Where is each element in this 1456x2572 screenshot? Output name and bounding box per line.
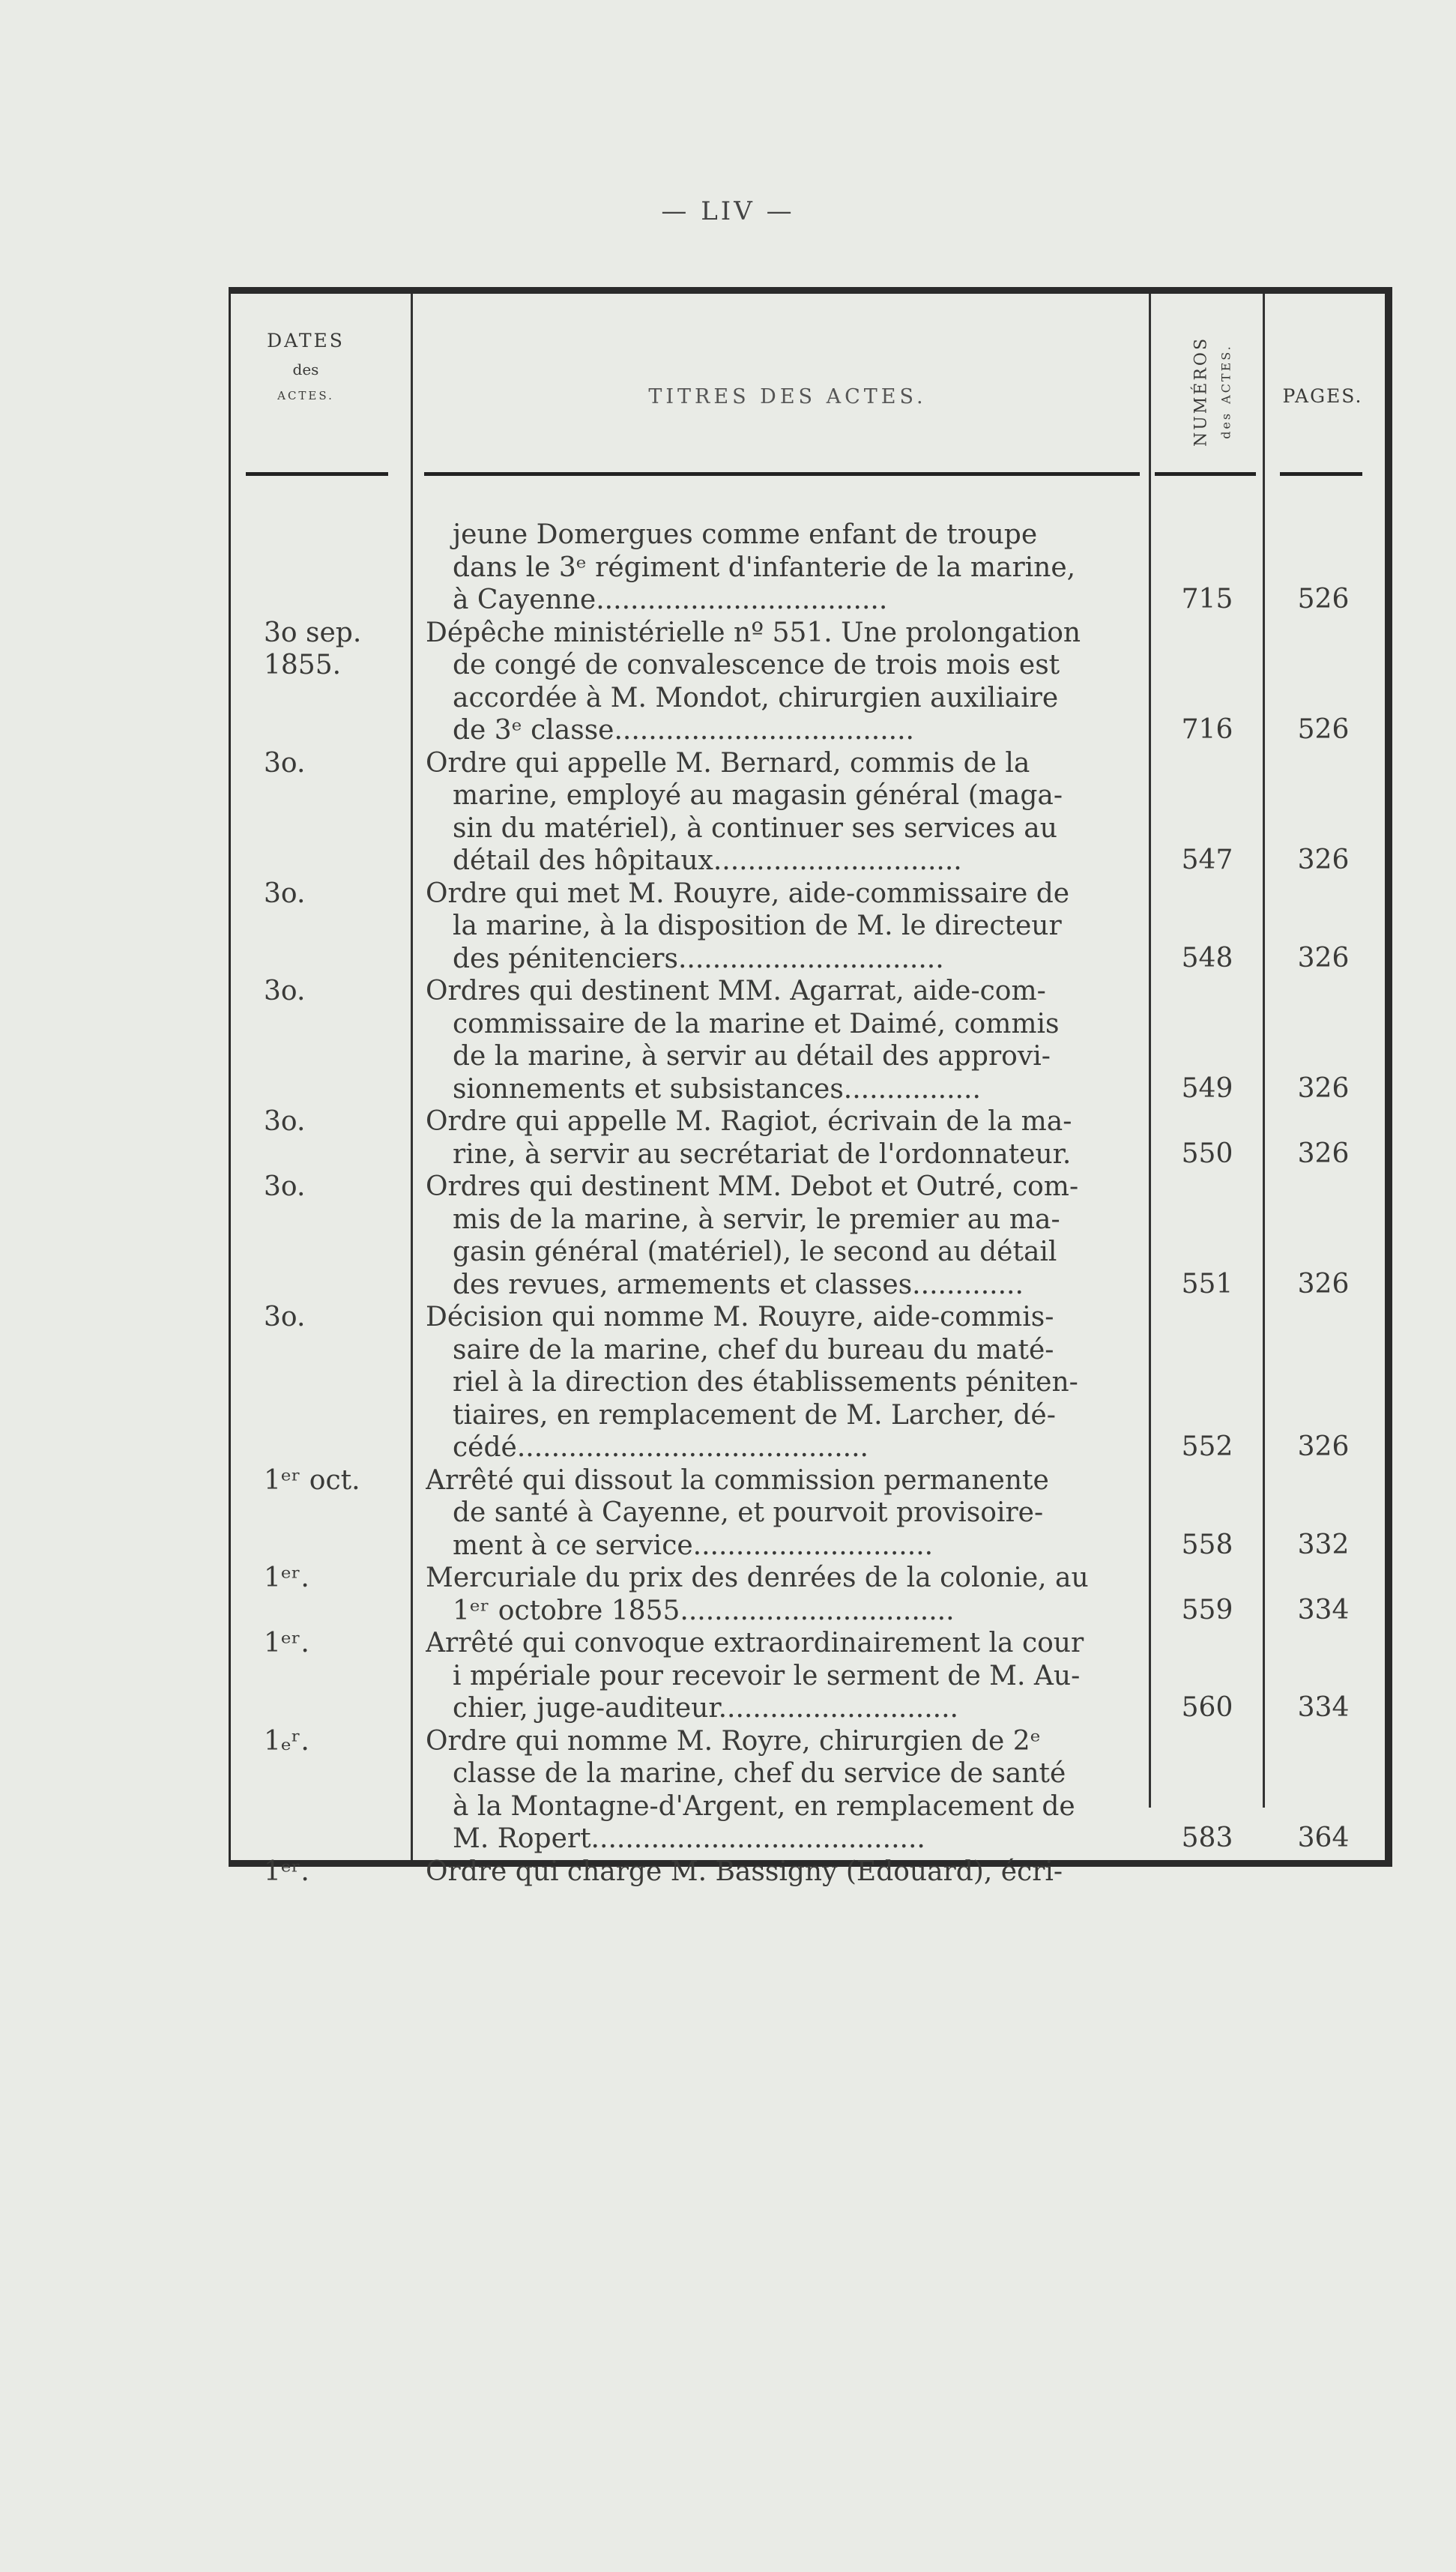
entry-title	[426, 1301, 1144, 1464]
entry-numero: 549	[1181, 1072, 1233, 1104]
entry-title-line: i mpériale pour recevoir le serment de M. Au-	[453, 1660, 1081, 1691]
entry-title-line: Dépêche ministérielle nº 551. Une prolongation	[426, 617, 1081, 648]
entry-date: 3o.	[264, 1171, 306, 1202]
entry-title-line: chier, juge-auditeur............................	[453, 1693, 958, 1724]
entry-title-line: 1ᵉʳ octobre 1855................................	[453, 1595, 955, 1626]
entry-title-line: la marine, à la disposition de M. le directeur	[453, 911, 1062, 941]
header-rule	[1280, 472, 1362, 476]
entry-page: 364	[1297, 1823, 1350, 1853]
entry-title	[426, 1171, 1144, 1301]
entry-numero: 560	[1181, 1692, 1233, 1723]
entry-title-line: classe de la marine, chef du service de santé	[453, 1758, 1066, 1789]
entry-title-line: commissaire de la marine et Daimé, commis	[453, 1008, 1060, 1039]
entry-title-line: Arrêté qui dissout la commission permanente	[426, 1464, 1049, 1496]
entry-numero: 558	[1181, 1529, 1233, 1560]
entry-title-line: Décision qui nomme M. Rouyre, aide-commis-	[426, 1302, 1054, 1332]
entry-page: 326	[1297, 1138, 1350, 1169]
entry-title-line: de 3ᵉ classe...................................	[453, 715, 914, 746]
entry-title-line: M. Ropert.......................................	[453, 1823, 925, 1854]
entry-title	[426, 1627, 1144, 1725]
entry-date: 1ᵉʳ.	[264, 1856, 309, 1887]
entry-numero: 559	[1181, 1594, 1233, 1625]
header-rule	[1155, 472, 1256, 476]
entry-numero: 715	[1181, 584, 1233, 615]
entry-title	[426, 1105, 1144, 1171]
entry-title-line: marine, employé au magasin général (maga-	[453, 780, 1063, 811]
entry-title-line: Ordre qui appelle M. Ragiot, écrivain de la ma-	[426, 1106, 1072, 1137]
entry-numero: 583	[1181, 1823, 1233, 1853]
entry-title-line: Arrêté qui convoque extraordinairement la cour	[426, 1628, 1084, 1658]
column-header-pages: PAGES.	[1282, 385, 1363, 407]
entry-title-line: de la marine, à servir au détail des approvi-	[453, 1041, 1051, 1072]
column-header-dates: DATES des ACTES.	[267, 330, 345, 402]
entry-date: 1ᵉʳ oct.	[264, 1464, 360, 1496]
entry-numero: 551	[1181, 1268, 1233, 1299]
entry-title-line: Ordre qui nomme M. Royre, chirurgien de 2ᵉ	[426, 1725, 1041, 1757]
header-rule	[246, 472, 388, 476]
entry-title-line: de congé de convalescence de trois mois est	[453, 650, 1060, 680]
entry-date: 3o.	[264, 747, 306, 779]
entry-title-line: Mercuriale du prix des denrées de la colonie, au	[426, 1563, 1089, 1593]
entry-title-line: à la Montagne-d'Argent, en remplacement de	[453, 1790, 1075, 1822]
entry-title	[426, 878, 1144, 976]
column-rule	[1263, 294, 1265, 1808]
header-rule	[424, 472, 1140, 476]
entry-title-line: tiaires, en remplacement de M. Larcher, dé-	[453, 1399, 1056, 1431]
entry-title	[426, 747, 1144, 878]
entry-page: 326	[1297, 1072, 1350, 1104]
entry-title-line: accordée à M. Mondot, chirurgien auxiliaire	[453, 682, 1059, 713]
entry-date: 3o.	[264, 1106, 306, 1137]
entry-title-line: ment à ce service............................	[453, 1530, 934, 1561]
column-header-numeros: NUMÉROS des ACTES.	[1191, 336, 1233, 447]
entry-page: 332	[1297, 1529, 1350, 1560]
entry-title-line: des pénitenciers...............................	[453, 943, 944, 974]
entry-title-line: détail des hôpitaux.............................	[453, 845, 962, 876]
entry-page: 326	[1297, 1268, 1350, 1299]
entry-page: 326	[1297, 845, 1350, 875]
entry-title-line: cédé.........................................	[453, 1432, 869, 1463]
entry-title-line: riel à la direction des établissements péniten-	[453, 1367, 1078, 1398]
entry-date: 3o.	[264, 976, 306, 1006]
entry-page: 326	[1297, 1431, 1350, 1462]
index-table	[229, 287, 1392, 1887]
entry-title-line: dans le 3ᵉ régiment d'infanterie de la marine,	[453, 552, 1076, 583]
entry-title	[426, 1856, 1144, 1889]
column-header-titres: TITRES DES ACTES.	[648, 385, 927, 408]
entry-title-line: des revues, armements et classes.............	[453, 1269, 1024, 1300]
entry-title-line: sionnements et subsistances................	[453, 1073, 981, 1105]
entry-title	[426, 1464, 1144, 1563]
entry-date: 3o.	[264, 878, 306, 909]
entry-numero: 548	[1181, 942, 1233, 973]
entry-title	[426, 1725, 1144, 1856]
entry-title	[426, 1562, 1144, 1627]
column-rule	[1149, 294, 1151, 1808]
entry-numero: 552	[1181, 1431, 1233, 1462]
entry-title-line: rine, à servir au secrétariat de l'ordonnateur.	[453, 1138, 1072, 1170]
entry-title-line: jeune Domergues comme enfant de troupe	[453, 519, 1038, 550]
page-header: — LIV —	[661, 196, 795, 226]
entry-title-line: mis de la marine, à servir, le premier au ma-	[453, 1204, 1060, 1235]
entry-page: 334	[1297, 1692, 1350, 1723]
entry-date: 1ᵉʳ.	[264, 1628, 309, 1658]
entry-date: 3o sep. 1855.	[264, 617, 362, 680]
entry-title	[426, 519, 1144, 617]
entry-title-line: Ordre qui appelle M. Bernard, commis de la	[426, 747, 1030, 779]
entry-numero: 547	[1181, 845, 1233, 875]
entry-title	[426, 617, 1144, 747]
entry-title	[426, 975, 1144, 1105]
entry-title-line: saire de la marine, chef du bureau du maté-	[453, 1334, 1054, 1365]
column-rule	[411, 294, 413, 1860]
entry-page: 526	[1297, 714, 1350, 745]
entry-page: 526	[1297, 584, 1350, 615]
entry-date: 1ₑʳ.	[264, 1725, 309, 1757]
entry-title-line: Ordres qui destinent MM. Agarrat, aide-com-	[426, 976, 1046, 1006]
entry-date: 1ᵉʳ.	[264, 1563, 309, 1593]
entry-numero: 550	[1181, 1138, 1233, 1169]
entry-page: 326	[1297, 942, 1350, 973]
entry-numero: 716	[1181, 714, 1233, 745]
entry-title-line: Ordre qui met M. Rouyre, aide-commissaire de	[426, 878, 1070, 909]
entry-title-line: sin du matériel), à continuer ses services au	[453, 812, 1057, 844]
entry-date: 3o.	[264, 1302, 306, 1332]
entry-title-line: de santé à Cayenne, et pourvoit provisoire-	[453, 1497, 1044, 1528]
entry-page: 334	[1297, 1594, 1350, 1625]
entry-title-line: Ordre qui charge M. Bassigny (Edouard), écri-	[426, 1856, 1063, 1887]
entry-title-line: gasin général (matériel), le second au détail	[453, 1237, 1057, 1267]
entry-title-line: Ordres qui destinent MM. Debot et Outré, com-	[426, 1171, 1079, 1202]
entry-title-line: à Cayenne..................................	[453, 585, 888, 615]
